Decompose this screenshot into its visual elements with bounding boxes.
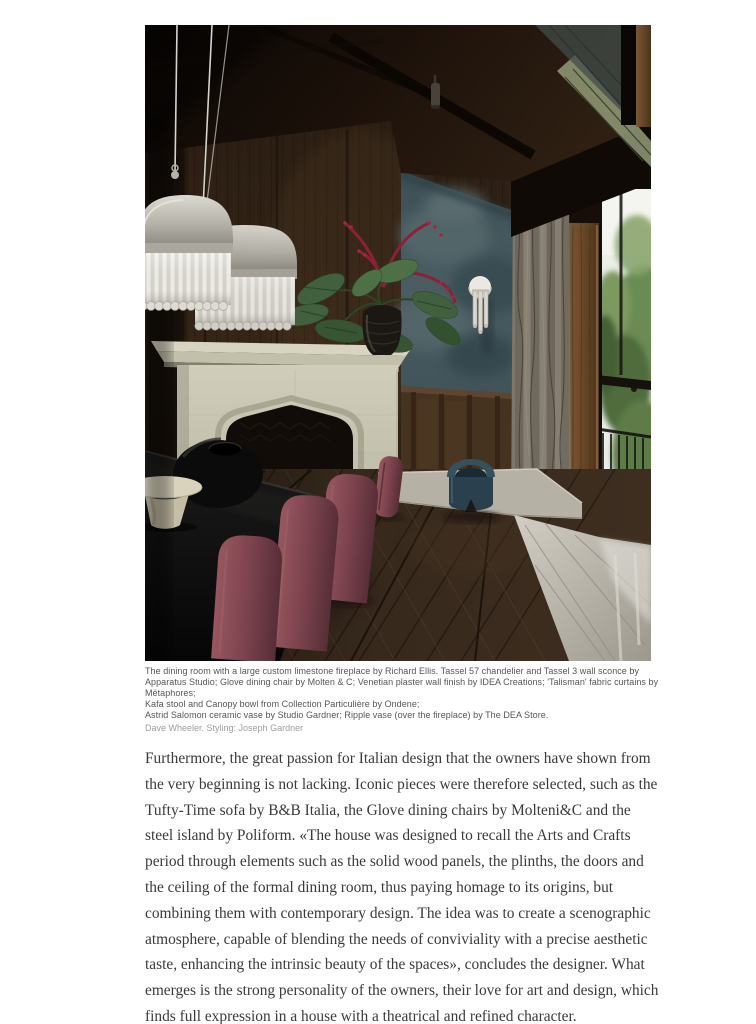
hero-photo xyxy=(145,25,651,661)
chair-1 xyxy=(211,534,284,661)
caption-segment: Astrid Salomon ceramic vase by Studio Gardner; Ripple vase (over the fireplace) by The DEA Store. xyxy=(145,710,549,720)
kafa-stool xyxy=(444,459,500,523)
photo-credit: Dave Wheeler. Styling: Joseph Gardner xyxy=(145,723,304,733)
photo-caption xyxy=(145,666,659,721)
caption-segment: The dining room with a large custom limestone fireplace by Richard Ellis. Tassel 57 chandelier and Tassel 3 wall sconce by Apparatus Studio; Glove dining chair by Molten & C; Venetian plaster wall finish by IDEA Creations; 'Talisman' fabric curtains by Métaphores; xyxy=(145,666,659,698)
caption-segment: Kafa stool and Canopy bowl from Collection Particulière by Ondene; xyxy=(145,699,420,709)
plant-vase xyxy=(362,305,401,355)
article-paragraph: Furthermore, the great passion for Italian design that the owners have shown from the very beginning is not lacking. Iconic pieces were therefore selected, such as the Tufty-Time sofa by B&B Italia, the Glove dining chairs by Molteni&C and the steel island by Poliform. «The house was designed to recall the Arts and Crafts period through elements such as the solid wood panels, the plinths, the doors and the ceiling of the formal dining room, thus paying homage to its origins, but combining them with contemporary design. The idea was to create a scenographic atmosphere, capable of blending the needs of conviviality with a precise aesthetic taste, enhancing the intrinsic beauty of the spaces», concludes the designer. What emerges is the strong personality of the owners, their love for art and design, which finds full expression in a house with a theatrical and refined character. xyxy=(145,750,659,1024)
wainscot-paneling xyxy=(401,386,525,482)
